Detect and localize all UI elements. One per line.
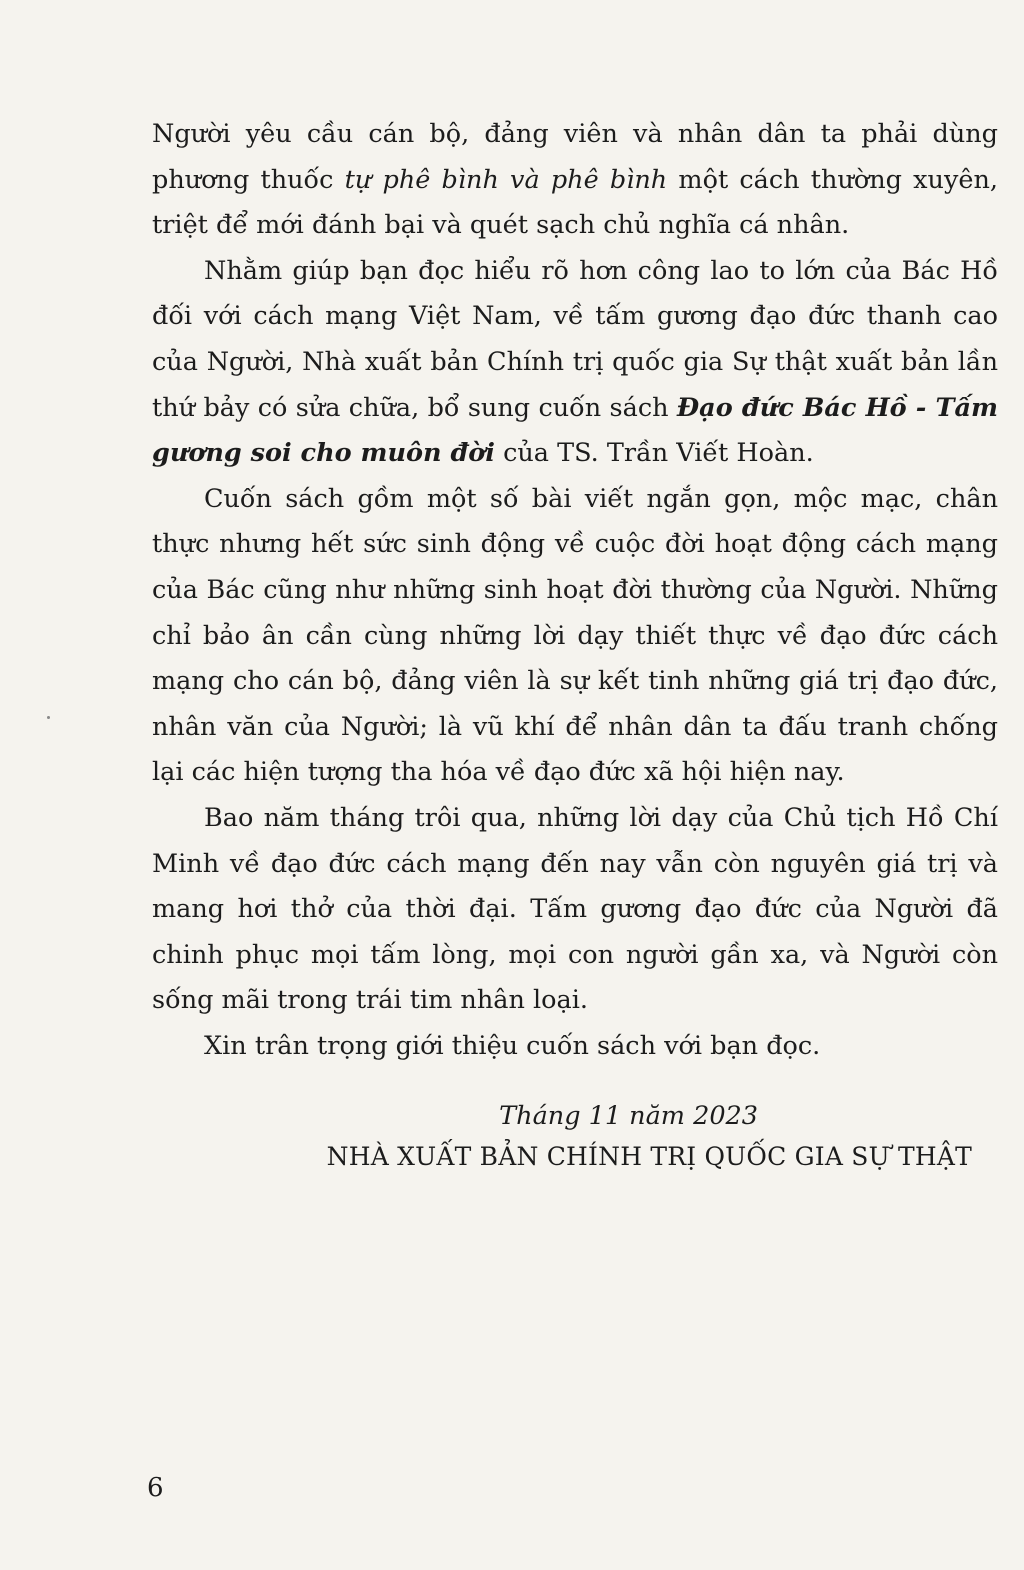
text-run: Xin trân trọng giới thiệu cuốn sách với bạn đọc.	[204, 1030, 821, 1061]
text-run: Nhằm giúp bạn đọc hiểu rõ hơn công lao to lớn của Bác Hồ đối với cách mạng Việt Nam, về tấm gương đạo đức thanh cao của Người, Nhà xuất bản Chính trị quốc gia Sự thật xuất bản lần thứ bảy có sửa chữa, bổ sung cuốn sách	[152, 255, 998, 423]
paragraph-2	[152, 249, 998, 477]
book-title-text: Đạo đức Bác Hồ - Tấm gương soi cho muôn đời	[152, 392, 998, 469]
text-run: Người yêu cầu cán bộ, đảng viên và nhân dân ta phải dùng phương thuốc	[152, 119, 998, 195]
text-run: Cuốn sách gồm một số bài viết ngắn gọn, mộc mạc, chân thực nhưng hết sức sinh động về cuộc đời hoạt động cách mạng của Bác cũng như những sinh hoạt đời thường của Người. Những chỉ bảo ân cần cùng những lời dạy thiết thực về đạo đức cách mạng cho cán bộ, đảng viên là sự kết tinh những giá trị đạo đức, nhân văn của Người; là vũ khí để nhân dân ta đấu tranh chống lại các hiện tượng tha hóa về đạo đức xã hội hiện nay.	[152, 483, 998, 788]
body-text	[152, 112, 998, 1069]
page-number: 6	[147, 1473, 164, 1503]
paragraph-5	[152, 1024, 998, 1070]
signature-date: Tháng 11 năm 2023	[499, 1101, 758, 1132]
text-run: một cách thường xuyên, triệt để mới đánh bại và quét sạch chủ nghĩa cá nhân.	[152, 164, 998, 241]
document-page	[152, 112, 998, 1179]
italic-text-run: tự phê bình và phê bình	[344, 164, 668, 195]
signature-publisher: NHÀ XUẤT BẢN CHÍNH TRỊ QUỐC GIA SỰ THẬT	[326, 1142, 972, 1172]
paragraph-1	[152, 112, 998, 249]
paragraph-3	[152, 477, 998, 796]
paragraph-4	[152, 796, 998, 1024]
text-run: của TS. Trần Viết Hoàn.	[494, 438, 814, 469]
speck	[47, 716, 50, 719]
text-run: Bao năm tháng trôi qua, những lời dạy của Chủ tịch Hồ Chí Minh về đạo đức cách mạng đến nay vẫn còn nguyên giá trị và mang hơi thở của thời đại. Tấm gương đạo đức của Người đã chinh phục mọi tấm lòng, mọi con người gần xa, và Người còn sống mãi trong trái tim nhân loại.	[152, 802, 998, 1016]
